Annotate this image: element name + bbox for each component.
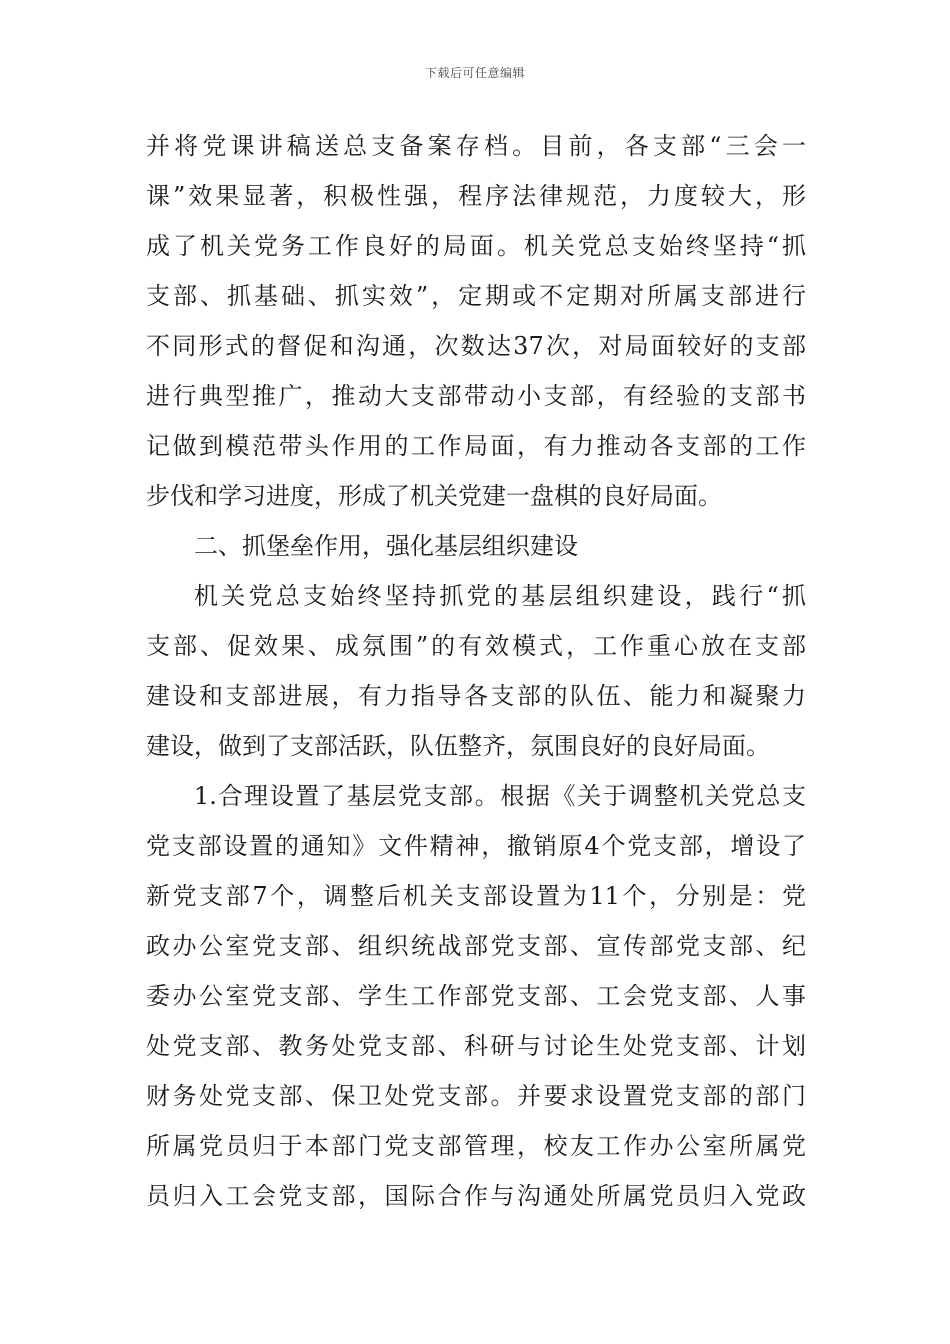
text-line: 支部、促效果、成氛围”的有效模式，工作重心放在支部 [146,632,806,660]
text-line: 建设，做到了支部活跃，队伍整齐，氛围良好的良好局面。 [146,732,770,760]
text-line: 处党支部、教务处党支部、科研与讨论生处党支部、计划 [146,1032,806,1060]
text-line: 委办公室党支部、学生工作部党支部、工会党支部、人事 [146,982,806,1010]
text-line: 支部、抓基础、抓实效”，定期或不定期对所属支部进行 [146,282,806,310]
text-line: 成了机关党务工作良好的局面。机关党总支始终坚持“抓 [146,232,806,260]
text-line: 新党支部7个，调整后机关支部设置为11个，分别是：党 [146,882,806,910]
text-line: 机关党总支始终坚持抓党的基层组织建设，践行“抓 [194,582,806,610]
text-line: 课”效果显著，积极性强，程序法律规范，力度较大，形 [146,182,806,210]
text-line: 所属党员归于本部门党支部管理，校友工作办公室所属党 [146,1132,806,1160]
text-line: 建设和支部进展，有力指导各支部的队伍、能力和凝聚力 [146,682,806,710]
text-line: 财务处党支部、保卫处党支部。并要求设置党支部的部门 [146,1082,806,1110]
document-body [146,130,806,1230]
text-line: 二、抓堡垒作用，强化基层组织建设 [194,532,578,560]
text-line: 员归入工会党支部，国际合作与沟通处所属党员归入党政 [146,1182,806,1210]
text-line: 进行典型推广，推动大支部带动小支部，有经验的支部书 [146,382,806,410]
text-line: 党支部设置的通知》文件精神，撤销原4个党支部，增设了 [146,832,806,860]
text-line: 步伐和学习进度，形成了机关党建一盘棋的良好局面。 [146,482,722,510]
text-line: 政办公室党支部、组织统战部党支部、宣传部党支部、纪 [146,932,806,960]
text-line: 1.合理设置了基层党支部。根据《关于调整机关党总支 [194,782,806,810]
page-header: 下载后可任意编辑 [424,66,525,80]
text-line: 不同形式的督促和沟通，次数达37次，对局面较好的支部 [146,332,806,360]
text-line: 记做到模范带头作用的工作局面，有力推动各支部的工作 [146,432,806,460]
text-line: 并将党课讲稿送总支备案存档。目前，各支部“三会一 [146,132,806,160]
